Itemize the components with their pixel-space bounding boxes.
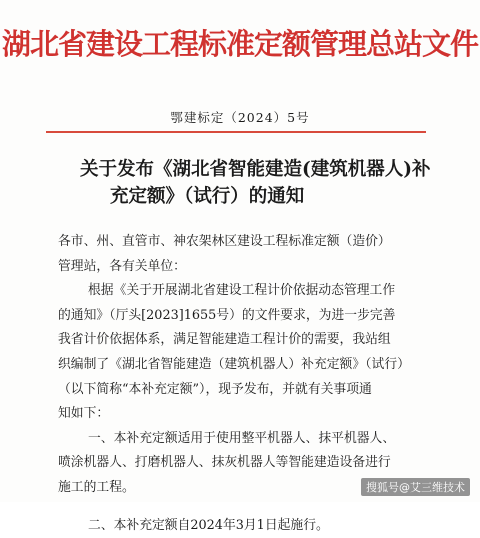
notice-title-line-1: 关于发布《湖北省智能建造(建筑机器人)补 [80,159,431,180]
body-line: 管理站，各有关单位： [58,258,186,274]
body-line: 各市、州、直管市、神农架林区建设工程标准定额（造价） [58,234,391,249]
body-line: 织编制了《湖北省智能建造（建筑机器人）补充定额》（试行） [58,356,410,372]
body-line: 喷涂机器人、打磨机器人、抹灰机器人等智能建造设备进行 [58,455,391,471]
notice-title [80,156,440,210]
red-divider-rule [46,131,426,133]
issuer-header-title: 湖北省建设工程标准定额管理总站文件 [1,27,478,61]
body-line: 根据《关于开展湖北省建设工程计价依据动态管理工作 [88,283,396,299]
body-line: （以下简称“本补充定额”），现予发布，并就有关事项通 [58,381,372,397]
body-line: 一、本补充定额适用于使用整平机器人、抹平机器人、 [88,430,396,446]
source-watermark: 搜狐号@艾三维技术 [361,478,470,496]
body-line: 的通知》（厅头[2023]1655号）的文件要求，为进一步完善 [58,307,396,323]
body-line: 施工的工程。 [58,479,135,495]
body-line: 我省计价依据体系，满足智能建造工程计价的需要，我站组 [58,332,391,348]
body-line: 知如下： [58,406,110,422]
document-number: 鄂建标定（2024）5号 [170,110,310,125]
notice-title-line-2: 充定额》（试行）的通知 [110,186,305,207]
body-line: 二、本补充定额自2024年3月1日起施行。 [88,517,329,533]
